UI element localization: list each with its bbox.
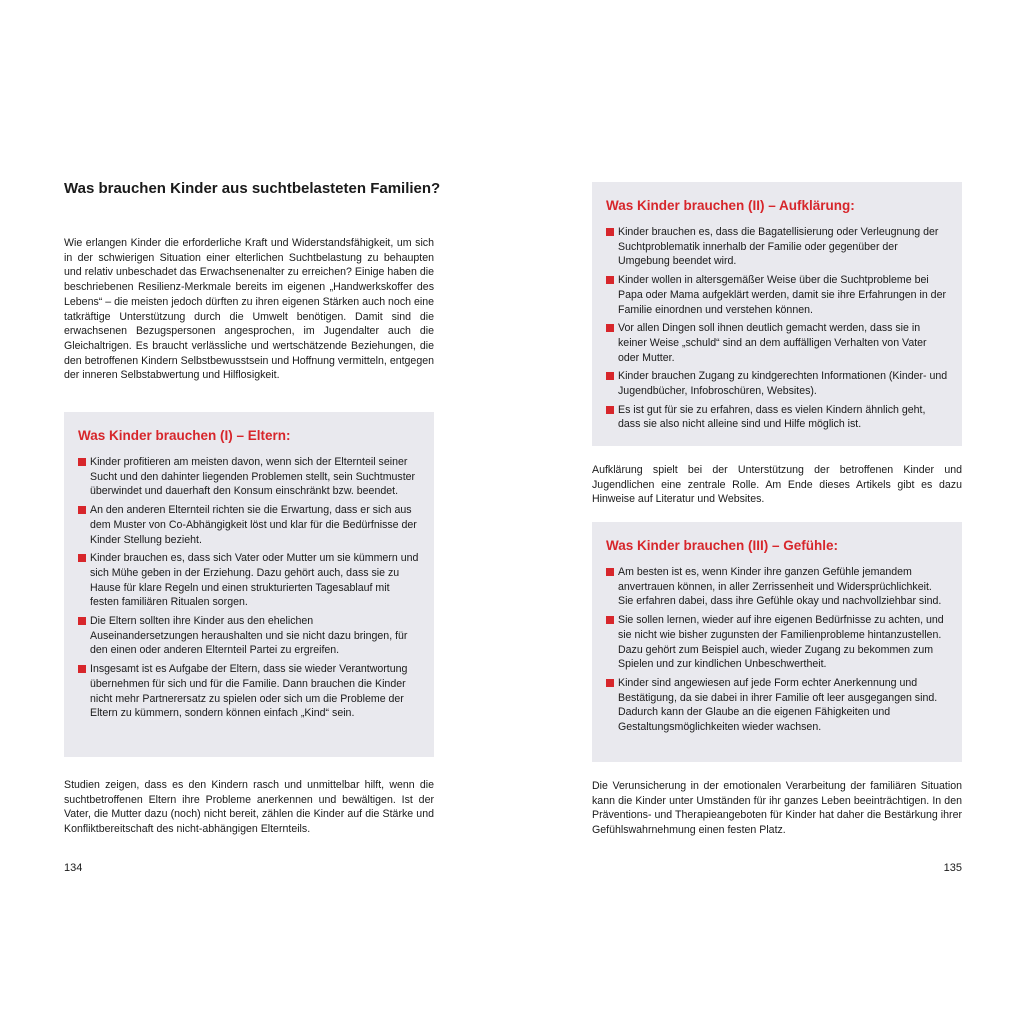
list-item xyxy=(606,321,948,365)
square-bullet-icon xyxy=(606,324,614,332)
square-bullet-icon xyxy=(606,406,614,414)
info-box-education xyxy=(592,182,962,446)
square-bullet-icon xyxy=(78,458,86,466)
list-item-text: Die Eltern sollten ihre Kinder aus den ehelichen Auseinandersetzungen heraushalten und sie nicht dazu bringen, für den einen oder anderen Elternteil Partei zu ergreifen. xyxy=(90,615,408,657)
list-item-text: Kinder brauchen es, dass sich Vater oder Mutter um sie kümmern und sich Mühe geben in der Erziehung. Dazu gehört auch, dass sie zu Hause für klare Regeln und einen strukturierten Tagesablauf mit festen familiären Ritualen sorgen. xyxy=(90,552,419,609)
bullet-list xyxy=(606,565,948,735)
page-number: 135 xyxy=(943,862,962,874)
list-item xyxy=(78,551,420,610)
list-item-text: Kinder wollen in altersgemäßer Weise über die Suchtprobleme bei Papa oder Mama aufgeklärt werden, damit sie ihre Erfahrungen in der Familie einordnen und verstehen können. xyxy=(618,274,946,316)
list-item xyxy=(606,369,948,398)
page-title: Was brauchen Kinder aus suchtbelasteten Familien? xyxy=(64,180,441,197)
list-item xyxy=(78,503,420,547)
list-item xyxy=(606,676,948,735)
list-item xyxy=(606,403,948,432)
square-bullet-icon xyxy=(606,568,614,576)
list-item-text: Kinder brauchen es, dass die Bagatellisierung oder Verleugnung der Suchtproblematik innerhalb der Familie oder gegenüber der Umgebung beendet wird. xyxy=(618,226,939,268)
info-box-parents xyxy=(64,412,434,757)
list-item-text: Kinder sind angewiesen auf jede Form echter Anerkennung und Bestätigung, da sie dabei in ihrer Familie oft leer ausgegangen sind. Dadurch kann der Glaube an die eigenen Fähigkeiten und Gestaltungsmöglichkeiten wieder wachsen. xyxy=(618,676,938,734)
list-item-text: Kinder profitieren am meisten davon, wenn sich der Elternteil seiner Sucht und den dahinter liegenden Problemen stellt, sein Suchtmuster überwindet und dauerhaft den Konsum einschränkt bzw. beendet. xyxy=(90,456,416,498)
list-item xyxy=(78,455,420,499)
list-item xyxy=(606,565,948,609)
page-number: 134 xyxy=(64,862,83,874)
list-item-text: An den anderen Elternteil richten sie die Erwartung, dass er sich aus dem Muster von Co-Abhängigkeit löst und klar für die Bedürfnisse der Kinder Stellung bezieht. xyxy=(90,504,417,546)
list-item xyxy=(606,225,948,269)
list-item xyxy=(606,273,948,317)
list-item-text: Insgesamt ist es Aufgabe der Eltern, dass sie wieder Verantwortung übernehmen für sich und für die Familie. Dann brauchen die Kinder nicht mehr Partnerersatz zu spielen oder sich um die Probleme der Eltern zu kümmern, sondern können einfach „Kind“ sein. xyxy=(90,663,408,720)
list-item-text: Kinder brauchen Zugang zu kindgerechten Informationen (Kinder- und Jugendbücher, Infobroschüren, Websites). xyxy=(618,370,948,398)
square-bullet-icon xyxy=(606,228,614,236)
box-heading: Was Kinder brauchen (III) – Gefühle: xyxy=(606,538,839,553)
box-heading: Was Kinder brauchen (I) – Eltern: xyxy=(78,428,291,443)
square-bullet-icon xyxy=(78,554,86,562)
square-bullet-icon xyxy=(606,276,614,284)
list-item-text: Es ist gut für sie zu erfahren, dass es vielen Kindern ähnlich geht, dass sie also nicht alleine sind und Hilfe möglich ist. xyxy=(618,403,926,431)
bullet-list xyxy=(606,225,948,432)
square-bullet-icon xyxy=(606,372,614,380)
square-bullet-icon xyxy=(606,679,614,687)
list-item xyxy=(78,662,420,721)
square-bullet-icon xyxy=(78,665,86,673)
list-item-text: Sie sollen lernen, wieder auf ihre eigenen Bedürfnisse zu achten, und sie nicht wie bisher zugunsten der Familienprobleme hintanzustellen. Dazu gehört zum Beispiel auch, wieder Zugang zu bekommen zum Spielen und zur kindlichen Unbeschwertheit. xyxy=(618,614,944,671)
square-bullet-icon xyxy=(78,506,86,514)
middle-paragraph: Aufklärung spielt bei der Unterstützung der betroffenen Kinder und Jugendlichen eine zentrale Rolle. Am Ende dieses Artikels gibt es dazu Hinweise auf Literatur und Websites. xyxy=(592,464,962,506)
list-item xyxy=(78,614,420,658)
outro-paragraph: Die Verunsicherung in der emotionalen Verarbeitung der familiären Situation kann die Kinder unter Umständen für ihr ganzes Leben beeinträchtigen. In den Präventions- und Therapieangeboten für Kinder hat daher die Bestärkung ihrer Gefühlswahrnehmung einen festen Platz. xyxy=(592,780,962,837)
list-item-text: Vor allen Dingen soll ihnen deutlich gemacht werden, dass sie in keiner Weise „schuld“ sind an dem auffälligen Verhalten von Vater oder Mutter. xyxy=(618,322,927,364)
outro-paragraph: Studien zeigen, dass es den Kindern rasch und unmittelbar hilft, wenn die suchtbetroffenen Eltern ihre Probleme anerkennen und bewältigen. Ist der Vater, die Mutter dazu (noch) nicht bereit, zählen die Kinder auf die Stärke und Konfliktbereitschaft des nicht-abhängigen Elternteils. xyxy=(64,779,434,836)
info-box-feelings xyxy=(592,522,962,762)
bullet-list xyxy=(78,455,420,721)
intro-paragraph: Wie erlangen Kinder die erforderliche Kraft und Widerstandsfähigkeit, um sich in der schwierigen Situation einer elterlichen Suchtbelastung zu behaupten und relativ unbeschadet das Erwachsenenalter zu erreichen? Einige haben die beschriebenen Resilienz-Merkmale bereits im eigenen „Handwerkskoffer des Lebens“ – die meisten jedoch dürften zu ihren eigenen Stärken auch noch eine tatkräftige Unterstützung durch die Umwelt benötigen. Damit sind die erwachsenen Bezugspersonen angesprochen, im Jugendalter auch die Gleichaltrigen. Es braucht verlässliche und wertschätzende Beziehungen, die den betroffenen Kindern Selbstbewusstsein und Hoffnung vermitteln, entgegen der inneren Selbstabwertung und Hilflosigkeit. xyxy=(64,237,434,382)
box-heading: Was Kinder brauchen (II) – Aufklärung: xyxy=(606,198,855,213)
list-item xyxy=(606,613,948,672)
list-item-text: Am besten ist es, wenn Kinder ihre ganzen Gefühle jemandem anvertrauen können, in aller Zerrissenheit und Widersprüchlichkeit. Sie erfahren dabei, dass ihre Gefühle okay und nachvollziehbar sind. xyxy=(618,566,942,608)
square-bullet-icon xyxy=(78,617,86,625)
square-bullet-icon xyxy=(606,616,614,624)
